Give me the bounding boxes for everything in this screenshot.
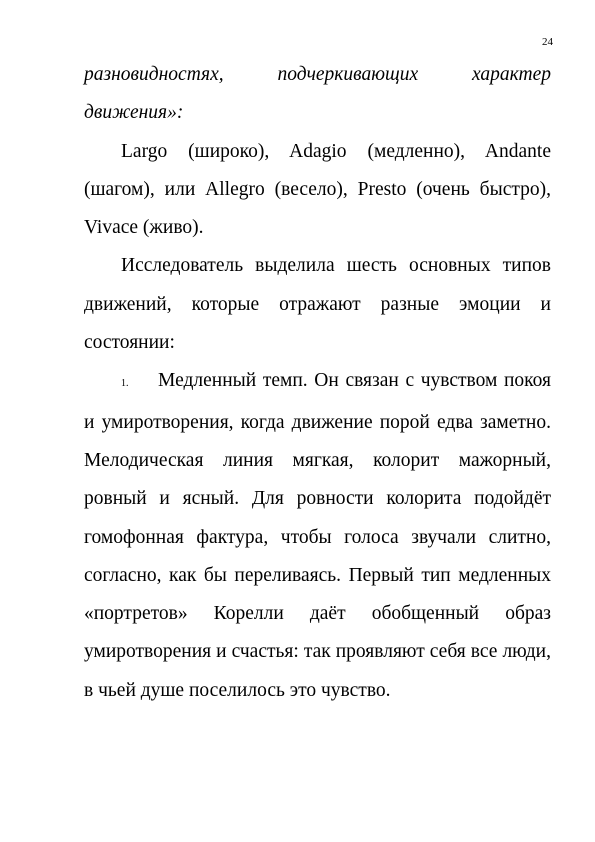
list-item-number: 1. <box>121 378 129 390</box>
paragraph-tempo-terms: Largo (широко), Adagio (медленно), Andante (шагом), или Allegro (весело), Presto (очень быстро), Vivace (живо). <box>84 140 551 239</box>
list-item <box>84 362 551 710</box>
body-text <box>84 56 551 710</box>
paragraph-quote-end: разновидностях, подчеркивающих характер движения»: <box>84 64 551 124</box>
list-item-text: Медленный темп. Он связан с чувством покоя и умиротворения, когда движение порой едва заметно. Мелодическая линия мягкая, колорит мажорный, ровный и ясный. Для ровности колорита подойдёт гомофонная фактура, чтобы голоса звучали слитно, согласно, как бы переливаясь. Первый тип медленных «портретов» Корелли даёт обобщенный образ умиротворения и счастья: так проявляют себя все люди, в чьей душе поселилось это чувство. <box>84 370 551 701</box>
paragraph-researcher: Исследователь выделила шесть основных типов движений, которые отражают разные эмоции и состоянии: <box>84 255 551 354</box>
page-number: 24 <box>542 36 553 48</box>
